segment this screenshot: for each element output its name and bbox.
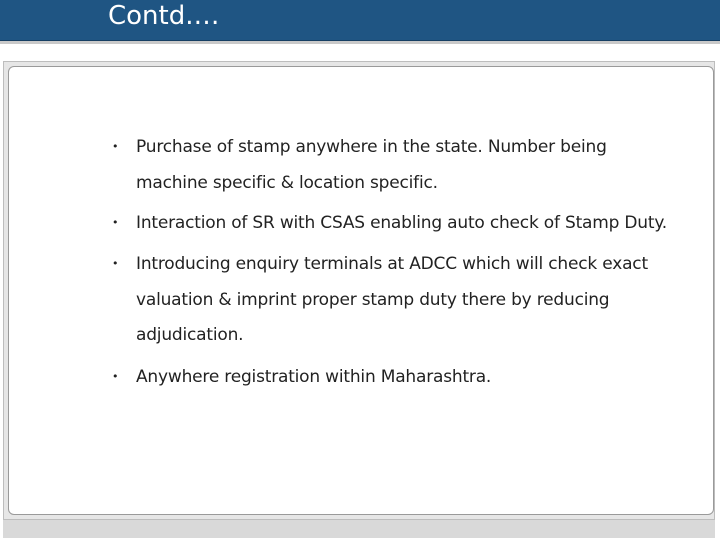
bullet-3-line-2: valuation & imprint proper stamp duty there by reducing bbox=[136, 290, 610, 310]
bullet-2-line-1: Interaction of SR with CSAS enabling auto check of Stamp Duty. bbox=[136, 213, 667, 233]
bullet-1-line-1: Purchase of stamp anywhere in the state. Number being bbox=[136, 137, 607, 157]
bullet-4-line-1: Anywhere registration within Maharashtra. bbox=[136, 367, 492, 387]
bullet-3-line-1: Introducing enquiry terminals at ADCC which will check exact bbox=[136, 254, 648, 274]
bullet-marker: • bbox=[112, 370, 119, 383]
slide-title: Contd.… bbox=[108, 1, 220, 31]
bullet-marker: • bbox=[112, 216, 119, 229]
bullet-3-line-3: adjudication. bbox=[136, 325, 244, 345]
bullet-1-line-2: machine specific & location specific. bbox=[136, 173, 438, 193]
bullet-marker: • bbox=[112, 257, 119, 270]
bullet-marker: • bbox=[112, 140, 119, 153]
